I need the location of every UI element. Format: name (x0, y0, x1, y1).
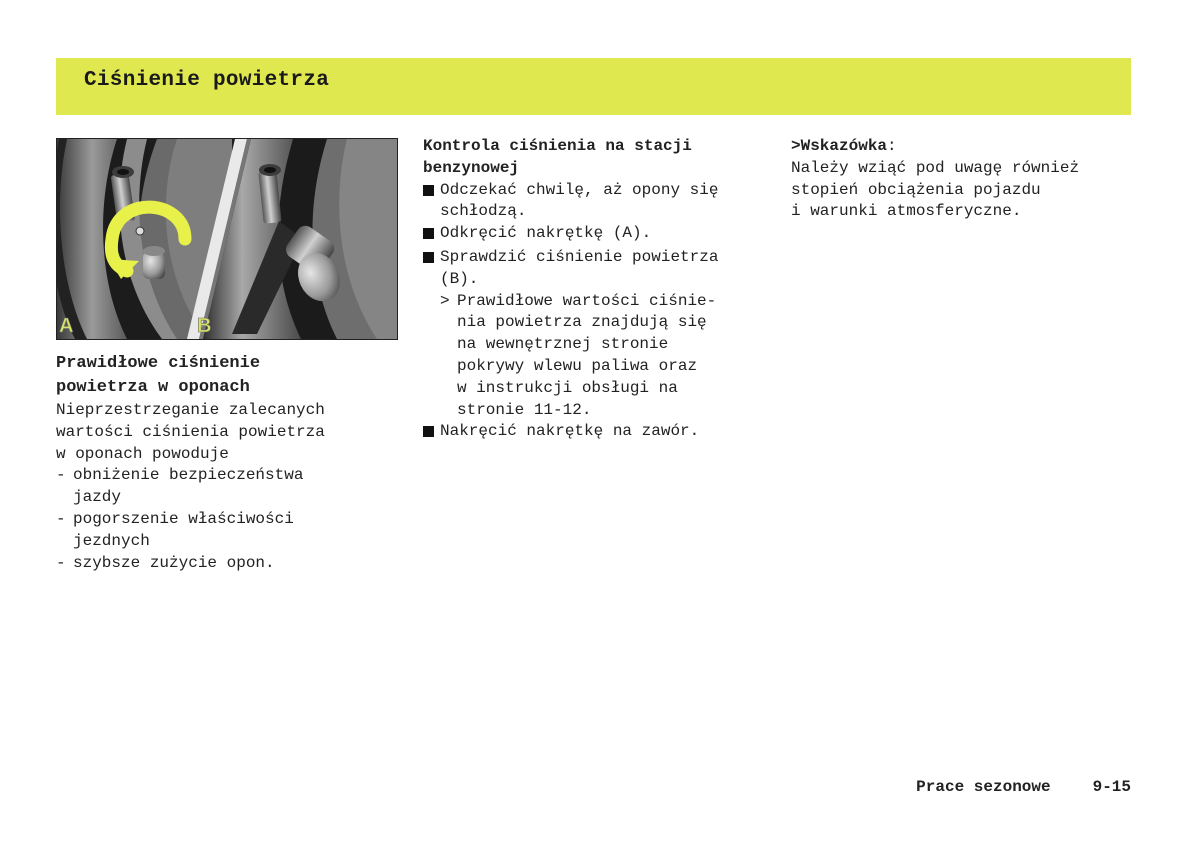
column-hint (791, 136, 1141, 223)
note-item: > Prawidłowe wartości ciśnie- nia powietrza znajdują się na wewnętrznej stronie pokrywy wlewu paliwa oraz w instrukcji obsługi na stronie 11-12. (440, 291, 717, 419)
list-item: - pogorszenie właściwości jezdnych (56, 509, 294, 550)
footer-section: Prace sezonowe (916, 778, 1051, 796)
tire-valve-illustration (56, 138, 398, 340)
step-item: Odczekać chwilę, aż opony się schłodzą. (423, 180, 773, 224)
page-number: 9-15 (1092, 778, 1131, 796)
section-heading: Prawidłowe ciśnienie powietrza w oponach (56, 354, 261, 397)
page-footer (916, 778, 1131, 796)
hint-text: Należy wziąć pod uwagę również stopień obciążenia pojazdu i warunki atmosferyczne. (791, 158, 1080, 221)
page-title: Ciśnienie powietrza (84, 69, 330, 92)
list-item: - obniżenie bezpieczeństwa jazdy (56, 466, 304, 507)
header-banner (56, 58, 1131, 115)
label-a: A (59, 315, 74, 337)
bullet-square-icon (423, 185, 434, 196)
list-item: - szybsze zużycie opon. (56, 553, 275, 572)
section-heading: Kontrola ciśnienia na stacji benzynowej (423, 137, 692, 177)
column-tire-pressure (56, 352, 386, 574)
step-item: Odkręcić nakrętkę (A). (423, 223, 773, 247)
hint-heading: >Wskazówka: (791, 137, 897, 155)
label-b: B (197, 315, 212, 337)
valve-diagram (57, 139, 397, 339)
intro-text: Nieprzestrzeganie zalecanych wartości ciśnienia powietrza w oponach powoduje (56, 401, 325, 463)
step-item: Nakręcić nakrętkę na zawór. (423, 421, 773, 445)
bullet-square-icon (423, 228, 434, 239)
step-item: Sprawdzić ciśnienie powietrza (B). (423, 247, 773, 291)
bullet-square-icon (423, 252, 434, 263)
column-station-check (423, 136, 773, 445)
bullet-square-icon (423, 426, 434, 437)
